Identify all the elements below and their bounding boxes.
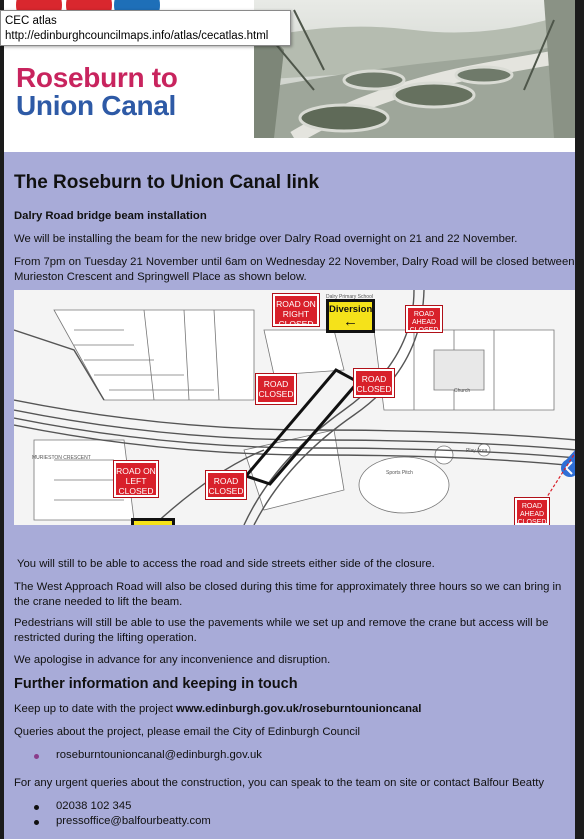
- paragraph-apology: We apologise in advance for any inconvenience and disruption.: [14, 654, 331, 666]
- bullet-icon: [34, 805, 39, 810]
- sign-diversion: [327, 300, 374, 332]
- paragraph-access: You will still to be able to access the road and side streets either side of the closure.: [17, 558, 435, 570]
- bullet-icon: [34, 820, 39, 825]
- diversion-label: Diversion: [329, 304, 373, 315]
- sign-road-ahead-closed-bottom: ROAD AHEAD CLOSED: [515, 498, 549, 525]
- map-label-church: Church: [454, 388, 471, 394]
- link-tooltip: [0, 10, 291, 46]
- council-email-link[interactable]: roseburntounioncanal@edinburgh.gov.uk: [56, 749, 262, 761]
- phone-number: 02038 102 345: [56, 800, 132, 812]
- left-arrow-icon: ←: [343, 313, 358, 330]
- sign-road-on-right-closed: ROAD ON RIGHT CLOSED: [273, 294, 319, 326]
- sign-road-closed-left: ROAD CLOSED: [256, 374, 296, 404]
- paragraph-west-approach: The West Approach Road will also be closed during this time for approximately three hours so we can bring in the crane needed to lift the beam.: [14, 581, 562, 608]
- bullet-icon: [34, 754, 39, 759]
- map-label-street: MURIESTON CRESCENT: [32, 455, 91, 461]
- tooltip-url: http://edinburghcouncilmaps.info/atlas/cecatlas.html: [5, 30, 269, 42]
- keep-up-text: Keep up to date with the project: [14, 703, 177, 715]
- page-title: The Roseburn to Union Canal link: [14, 172, 320, 193]
- paragraph-urgent: For any urgent queries about the construction, you can speak to the team on site or contact Balfour Beatty: [14, 777, 545, 789]
- press-email-link[interactable]: pressoffice@balfourbeatty.com: [56, 815, 211, 827]
- section-subtitle: Dalry Road bridge beam installation: [14, 210, 207, 222]
- map-label-school: Dalry Primary School: [326, 294, 373, 300]
- map-label-sports: Sports Pitch: [386, 470, 413, 476]
- sign-road-closed-right: ROAD CLOSED: [354, 369, 394, 397]
- map-label-play: Play Area: [466, 448, 488, 454]
- sign-road-on-left-closed: ROAD ON LEFT CLOSED: [114, 461, 158, 497]
- sign-road-closed-bottom: ROAD CLOSED: [206, 471, 246, 499]
- park-illustration-icon: [254, 0, 579, 138]
- project-link[interactable]: www.edinburgh.gov.uk/roseburntounioncanal: [176, 703, 422, 715]
- paragraph-beam: We will be installing the beam for the new bridge over Dalry Road overnight on 21 and 22 November.: [14, 233, 518, 245]
- further-info-heading: Further information and keeping in touch: [14, 676, 298, 692]
- sign-yellow-partial: [132, 519, 174, 525]
- closure-map: [14, 290, 577, 525]
- tooltip-title: CEC atlas: [5, 15, 57, 27]
- hero-illustration: [254, 0, 579, 138]
- paragraph-queries: Queries about the project, please email the City of Edinburgh Council: [14, 726, 361, 738]
- paragraph-keep-up: [14, 702, 577, 717]
- window-edge: [575, 0, 584, 839]
- newsletter-page: [4, 0, 579, 839]
- paragraph-closure: From 7pm on Tuesday 21 November until 6am on Wednesday 22 November, Dalry Road will be closed between Murieston Crescent and Springwell Place as shown below.: [14, 256, 575, 283]
- paragraph-pedestrians: Pedestrians will still be able to use the pavements while we set up and remove the crane but access will be restricted during the lifting operation.: [14, 617, 549, 644]
- logo-text-line1: Roseburn to: [16, 62, 178, 93]
- logo-text-line2: Union Canal: [16, 90, 177, 121]
- sign-road-ahead-closed-top: ROAD AHEAD CLOSED: [406, 306, 442, 332]
